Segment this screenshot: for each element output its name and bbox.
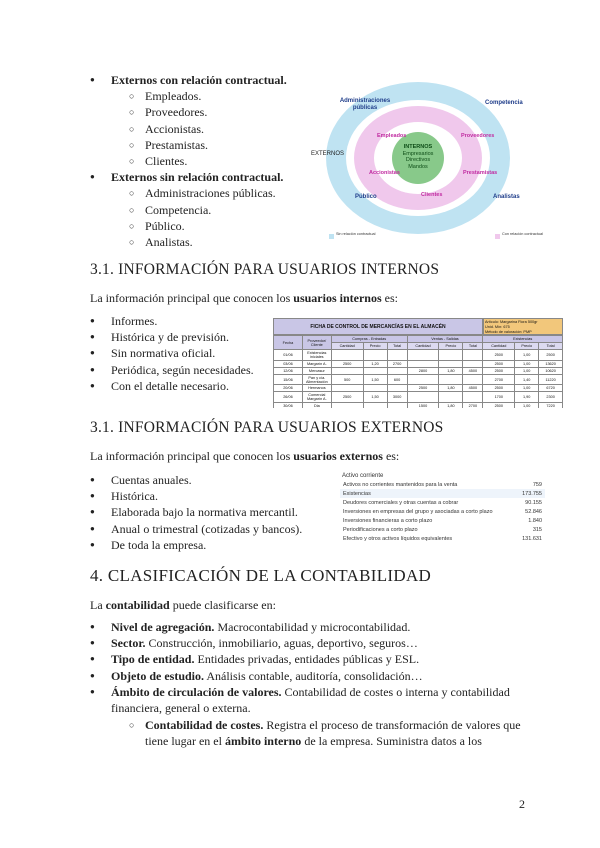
table-cell: 1,80 [439, 402, 463, 408]
intro-externos: La información principal que conocen los usuarios externos es: [90, 449, 400, 463]
external-list [90, 472, 325, 553]
legend-swatch-middle [495, 234, 500, 239]
ledger-grid [340, 480, 545, 543]
table-cell: 7220 [539, 402, 563, 408]
label-analistas: Analistas [493, 194, 520, 200]
table-row [340, 507, 545, 516]
table-cell: 2500 [483, 367, 515, 374]
legend-left: Sin relación contractual [336, 232, 376, 236]
label-administraciones: Administraciones públicas [339, 98, 391, 111]
ledger-value: 759 [532, 481, 542, 488]
table-cell: Mercasur [302, 367, 331, 374]
table-row [274, 402, 563, 408]
center-line: Empresarios [402, 150, 434, 157]
ficha-control-table [273, 318, 563, 408]
table-cell: 2500 [407, 385, 439, 392]
stakeholder-diagram [305, 78, 543, 248]
center-title: INTERNOS [403, 144, 433, 150]
table-cell [407, 360, 439, 367]
ledger-value: 52.846 [525, 508, 542, 515]
table-cell: 2800 [407, 367, 439, 374]
ledger-value: 173.755 [516, 489, 545, 498]
page-number: 2 [519, 797, 525, 811]
table-cell: 1,00 [515, 360, 539, 367]
list-item: ● Histórica. [90, 488, 325, 504]
label-empleados: Empleados [377, 133, 407, 139]
table-cell: 4500 [463, 385, 483, 392]
table-cell: 2500 [483, 385, 515, 392]
table-cell: 1,50 [363, 392, 387, 402]
table-cell: 1,00 [515, 402, 539, 408]
list-item: ● Externos sin relación contractual. ○ Administraciones públicas. ○ Competencia. ○ Público. ○ Analistas. [90, 169, 320, 250]
subheader: Precio [439, 343, 463, 350]
list-item: ● Externos con relación contractual. ○ Empleados. ○ Proveedores. ○ Accionistas. ○ Prestamistas. ○ Clientes. [90, 72, 320, 169]
table-cell: 2500 [331, 392, 363, 402]
list-subitem: ○ Prestamistas. [129, 137, 320, 153]
list-item: ● Sin normativa oficial. [90, 345, 265, 361]
table-cell [331, 402, 363, 408]
table-cell: 2700 [483, 374, 515, 384]
table-cell: 1,00 [515, 385, 539, 392]
list-subitem: ○ Proveedores. [129, 104, 320, 120]
intro-internos: La información principal que conocen los usuarios internos es: [90, 291, 398, 305]
ficha-title: FICHA DE CONTROL DE MERCANCÍAS EN EL ALMACÉN [273, 318, 483, 335]
subheader: Cantidad [407, 343, 439, 350]
table-cell: 1,00 [515, 350, 539, 360]
ledger-body [340, 480, 545, 543]
table-cell: 2500 [539, 350, 563, 360]
section-title-internos: 3.1. INFORMACIÓN PARA USUARIOS INTERNOS [90, 261, 440, 278]
ledger-label: Inversiones financieras a corto plazo [343, 517, 433, 524]
list-subitem: ○ Contabilidad de costes. Registra el proceso de transformación de valores que tiene lugar en el ámbito interno de la empresa. Suministra datos a los [129, 717, 530, 749]
table-cell: Dia [302, 402, 331, 408]
table-cell: 12/06 [274, 367, 303, 374]
ledger-label: Existencias [340, 489, 516, 498]
table-cell: 01/06 [274, 350, 303, 360]
table-cell: Existencias iniciales [302, 350, 331, 360]
legend-swatch-outer [329, 234, 334, 239]
table-cell: 2700 [463, 402, 483, 408]
list-subitem: ○ Administraciones públicas. [129, 185, 320, 201]
table-cell [363, 402, 387, 408]
table-cell: 11220 [539, 374, 563, 384]
ledger-label: Periodificaciones a corto plazo [343, 526, 418, 533]
table-cell: Hermanos [302, 385, 331, 392]
table-row [274, 367, 563, 374]
legend-right: Con relación contractual [502, 232, 543, 236]
table-cell [407, 374, 439, 384]
table-cell: 20/06 [274, 385, 303, 392]
label-competencia: Competencia [485, 100, 523, 106]
center-line: Directivos [405, 157, 431, 164]
label-proveedores: Proveedores [461, 133, 495, 139]
table-row [340, 498, 545, 507]
table-row [274, 374, 563, 384]
subheader: Precio [515, 343, 539, 350]
column-header: Ventas - Salidas [407, 336, 483, 343]
list-item: ● Tipo de entidad. Entidades privadas, entidades públicas y ESL. [90, 651, 530, 667]
subheader: Total [463, 343, 483, 350]
table-row [340, 534, 545, 543]
list-item: ● Anual o trimestral (cotizadas y bancos). [90, 521, 325, 537]
table-cell [439, 374, 463, 384]
table-cell: 03/06 [274, 360, 303, 367]
label-publico: Público [355, 194, 377, 200]
ledger-value: 1.840 [528, 517, 542, 524]
table-row [340, 516, 545, 525]
center-labels [394, 144, 442, 170]
ficha-body [274, 350, 563, 408]
table-cell: 600 [387, 374, 407, 384]
list-item: ● Informes. [90, 313, 265, 329]
list-item: ● Objeto de estudio. Análisis contable, auditoría, consolidación… [90, 668, 530, 684]
list-subitem: ○ Accionistas. [129, 121, 320, 137]
table-cell: 1,40 [515, 374, 539, 384]
table-cell: 1500 [407, 402, 439, 408]
label-accionistas: Accionistas [369, 170, 400, 176]
table-cell [331, 367, 363, 374]
table-cell [439, 350, 463, 360]
table-cell: 1,00 [515, 367, 539, 374]
table-cell [387, 385, 407, 392]
subheader: Total [539, 343, 563, 350]
table-cell: 1,80 [439, 367, 463, 374]
list-subitem: ○ Clientes. [129, 153, 320, 169]
table-row [274, 360, 563, 367]
list-item: ● Ámbito de circulación de valores. Contabilidad de costes o interna y contabilidad financiera, general o externa. ○ Contabilidad de costes. Registra el proceso de transformación de valores que tiene lugar en el ámbito interno de la empresa. Suministra datos a los [90, 684, 530, 750]
list-item: ● De toda la empresa. [90, 537, 325, 553]
list-subitem: ○ Competencia. [129, 202, 320, 218]
table-cell [387, 402, 407, 408]
table-cell [463, 360, 483, 367]
ficha-grid [273, 335, 563, 408]
table-cell: 15/06 [274, 374, 303, 384]
table-cell [387, 350, 407, 360]
ledger-value: 90.155 [525, 499, 542, 506]
table-cell: Margarín A. [302, 360, 331, 367]
column-header: Compras - Entradas [331, 336, 407, 343]
section-title-externos: 3.1. INFORMACIÓN PARA USUARIOS EXTERNOS [90, 419, 444, 436]
table-cell [363, 367, 387, 374]
table-cell [363, 350, 387, 360]
table-cell: 2500 [331, 360, 363, 367]
table-cell: 1,90 [515, 392, 539, 402]
ledger-label: Activos no corrientes mantenidos para la venta [343, 481, 458, 488]
subheader: Cantidad [483, 343, 515, 350]
table-cell: Comercial Margarín A. [302, 392, 331, 402]
clasificacion-list [90, 619, 530, 750]
table-row [274, 385, 563, 392]
ledger-label: Deudores comerciales y otras cuentas a cobrar [343, 499, 459, 506]
table-cell: 4500 [463, 367, 483, 374]
table-cell: Pan y cía. Alimentación [302, 374, 331, 384]
subheader: Cantidad [331, 343, 363, 350]
table-cell: 10620 [539, 367, 563, 374]
table-row [340, 480, 545, 489]
table-row [340, 525, 545, 534]
table-cell [363, 385, 387, 392]
subheader: Precio [363, 343, 387, 350]
column-header: Existencias [483, 336, 563, 343]
list-subitem: ○ Analistas. [129, 234, 320, 250]
ficha-info: Artículo: Margarina Flora 500gr Unid. Mín: 675 Método de valoración: PMP [483, 318, 563, 335]
label-prestamistas: Prestamistas [463, 170, 498, 176]
table-cell: 3000 [387, 392, 407, 402]
table-cell: 1,50 [363, 374, 387, 384]
table-cell: 2300 [539, 392, 563, 402]
list-subitem: ○ Empleados. [129, 88, 320, 104]
list-subitem: ○ Público. [129, 218, 320, 234]
table-cell [439, 392, 463, 402]
table-cell [463, 392, 483, 402]
top-user-list [90, 72, 320, 250]
column-header: Proveedor/ Cliente [302, 336, 331, 350]
table-cell: 2500 [483, 402, 515, 408]
list-item: ● Elaborada bajo la normativa mercantil. [90, 504, 325, 520]
ledger-value: 315 [532, 526, 542, 533]
table-cell: 26/06 [274, 392, 303, 402]
section-title-clasificacion: 4. CLASIFICACIÓN DE LA CONTABILIDAD [90, 566, 432, 585]
ledger-header: Activo corriente [342, 473, 384, 479]
table-row [340, 489, 545, 498]
table-cell: 1700 [483, 392, 515, 402]
label-externos: EXTERNOS [311, 151, 345, 157]
list-item: ● Sector. Construcción, inmobiliario, aguas, deportivo, seguros… [90, 635, 530, 651]
label-clientes: Clientes [421, 192, 443, 198]
table-cell: 500 [331, 374, 363, 384]
subheader: Total [387, 343, 407, 350]
table-cell [463, 350, 483, 360]
intro-clasificacion: La contabilidad puede clasificarse en: [90, 598, 276, 612]
ledger-value: 131.631 [522, 535, 542, 542]
list-item: ● Cuentas anuales. [90, 472, 325, 488]
ledger-label: Inversiones en empresas del grupo y asociadas a corto plazo [343, 508, 493, 515]
activo-corriente-table [340, 473, 545, 543]
table-cell: 30/06 [274, 402, 303, 408]
table-cell: 1,20 [363, 360, 387, 367]
table-cell [387, 367, 407, 374]
center-line: Mandos [408, 163, 428, 170]
table-cell [407, 350, 439, 360]
table-row [274, 350, 563, 360]
table-cell [331, 350, 363, 360]
table-cell [439, 360, 463, 367]
table-cell: 6720 [539, 385, 563, 392]
table-cell: 1,80 [439, 385, 463, 392]
table-row [274, 392, 563, 402]
internal-list [90, 313, 265, 394]
table-cell: 2500 [483, 350, 515, 360]
column-header: Fecha [274, 336, 303, 350]
list-item: ● Periódica, según necesidades. [90, 362, 265, 378]
table-cell: 2700 [387, 360, 407, 367]
list-item: ● Histórica y de previsión. [90, 329, 265, 345]
table-cell: 2500 [483, 360, 515, 367]
list-item: ● Nivel de agregación. Macrocontabilidad y microcontabilidad. [90, 619, 530, 635]
ledger-label: Efectivo y otros activos líquidos equivalentes [343, 535, 453, 542]
list-item: ● Con el detalle necesario. [90, 378, 265, 394]
table-cell [407, 392, 439, 402]
table-cell [331, 385, 363, 392]
table-cell [463, 374, 483, 384]
table-cell: 13620 [539, 360, 563, 367]
